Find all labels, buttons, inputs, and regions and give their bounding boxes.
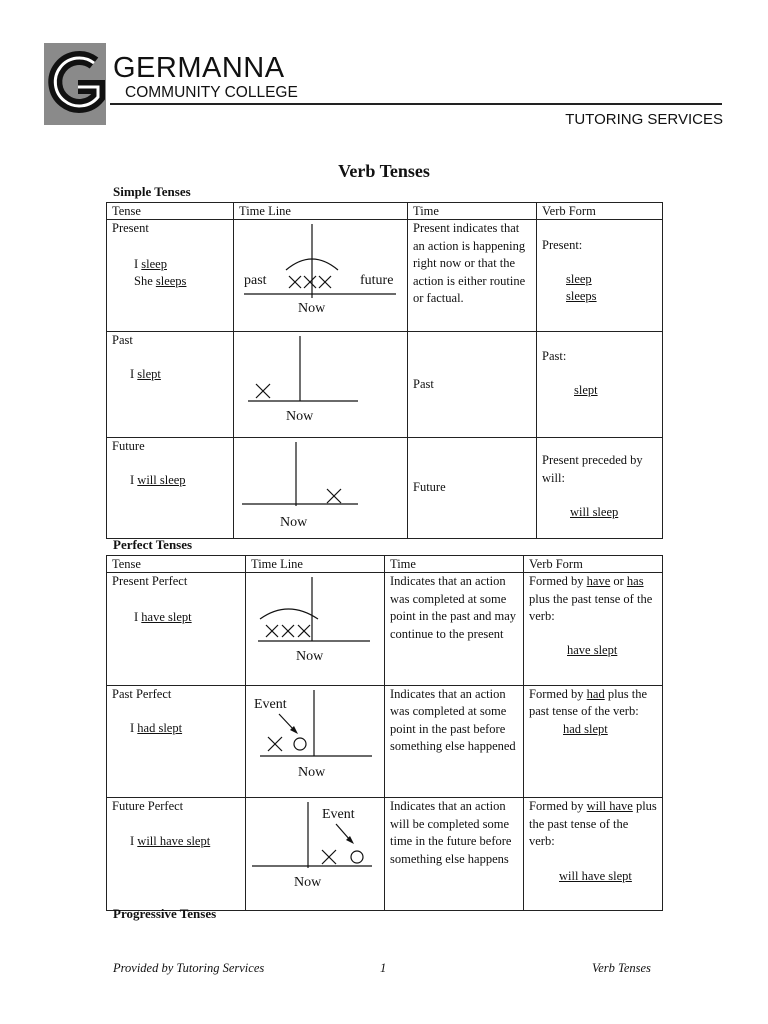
- example-sentence: I had slept: [130, 721, 183, 735]
- timeline-label: Now: [280, 515, 308, 530]
- table-row: [107, 685, 663, 798]
- example-sentence: I have slept: [134, 609, 192, 624]
- department-name: TUTORING SERVICES: [565, 111, 723, 128]
- verb-form-value: slept: [574, 383, 598, 397]
- tense-cell: [107, 685, 246, 798]
- timeline-label: Now: [294, 875, 322, 890]
- column-header: Time: [385, 556, 524, 573]
- verb-form-label: Formed by have or has plus the past tense of the verb:: [529, 574, 653, 623]
- footer-left: Provided by Tutoring Services: [113, 961, 265, 975]
- verb-form-value: had slept: [563, 721, 608, 736]
- timeline-diagram: [246, 573, 385, 679]
- table-row: [107, 798, 663, 911]
- college-subtitle: COMMUNITY COLLEGE: [125, 84, 298, 101]
- timeline-cell: [234, 331, 408, 438]
- simple-tenses-heading: Simple Tenses: [113, 184, 191, 199]
- verb-form-label: Formed by had plus the past tense of the verb:: [529, 686, 648, 718]
- tense-cell: [107, 220, 234, 332]
- column-header: Time Line: [234, 203, 408, 220]
- timeline-cell: [246, 685, 385, 798]
- time-cell: Past: [408, 331, 537, 438]
- verb-form-label: Formed by will have plus the past tense of the verb:: [529, 799, 657, 848]
- table-row: [107, 573, 663, 686]
- college-logo-mark: [44, 43, 106, 125]
- progressive-tenses-heading: Progressive Tenses: [113, 906, 217, 921]
- tense-name: Future: [112, 439, 145, 453]
- column-header: Time Line: [246, 556, 385, 573]
- verb-form-cell: [524, 573, 663, 686]
- example-sentence: I sleep: [134, 256, 167, 271]
- tense-cell: [107, 331, 234, 438]
- tense-name: Future Perfect: [112, 799, 184, 813]
- timeline-label: Now: [298, 764, 326, 780]
- timeline-label: Now: [298, 301, 326, 316]
- verb-form-value: sleep: [566, 271, 592, 286]
- tense-name: Past Perfect: [112, 686, 172, 701]
- timeline-cell: [246, 798, 385, 911]
- table-row: [107, 331, 663, 438]
- time-cell: Future: [408, 438, 537, 539]
- verb-form-label: Past:: [542, 348, 567, 363]
- verb-form-cell: [524, 685, 663, 798]
- example-sentence: I will have slept: [130, 833, 211, 848]
- table-header-row: [107, 203, 663, 220]
- page-title: Verb Tenses: [338, 161, 430, 181]
- timeline-label: future: [360, 273, 394, 288]
- timeline-cell: [246, 573, 385, 686]
- tense-cell: [107, 438, 234, 539]
- verb-form-cell: [537, 220, 663, 332]
- tense-name: Past: [112, 332, 133, 347]
- tense-name: Present Perfect: [112, 574, 188, 588]
- column-header: Tense: [107, 203, 234, 220]
- tense-cell: [107, 573, 246, 686]
- logo-g-icon: [44, 43, 106, 125]
- table-row: [107, 438, 663, 539]
- perfect-tenses-table: [106, 555, 663, 911]
- timeline-cell: [234, 438, 408, 539]
- time-cell: Present indicates that an action is happening right now or that the action is either routine or factual.: [408, 220, 537, 332]
- page-number: 1: [380, 961, 387, 975]
- column-header: Verb Form: [537, 203, 663, 220]
- timeline-diagram: [234, 220, 408, 325]
- timeline-diagram: [234, 332, 408, 432]
- tense-cell: [107, 798, 246, 911]
- timeline-diagram: [246, 686, 385, 792]
- verb-form-value: have slept: [567, 642, 618, 657]
- header-divider: [110, 103, 722, 105]
- table-row: [107, 220, 663, 332]
- verb-form-cell: [537, 438, 663, 539]
- timeline-label: past: [244, 273, 267, 288]
- simple-tenses-table: [106, 202, 663, 539]
- perfect-tenses-heading: Perfect Tenses: [113, 537, 193, 552]
- timeline-diagram: [246, 798, 385, 904]
- timeline-label: Now: [286, 408, 314, 424]
- verb-form-label: Present preceded by will:: [542, 453, 643, 485]
- verb-form-value: sleeps: [566, 289, 597, 303]
- column-header: Time: [408, 203, 537, 220]
- time-cell: Indicates that an action will be completed some time in the future before something else happens: [385, 798, 524, 911]
- timeline-cell: [234, 220, 408, 332]
- timeline-label: Now: [296, 649, 324, 664]
- verb-form-cell: [537, 331, 663, 438]
- timeline-diagram: [234, 438, 408, 532]
- table-header-row: [107, 556, 663, 573]
- verb-form-value: will sleep: [570, 505, 619, 519]
- verb-form-label: Present:: [542, 238, 583, 252]
- timeline-label: Event: [322, 807, 355, 822]
- time-cell: Indicates that an action was completed at some point in the past before something else happened: [385, 685, 524, 798]
- example-sentence: She sleeps: [134, 274, 187, 288]
- verb-form-value: will have slept: [559, 868, 632, 883]
- timeline-label: Event: [254, 696, 287, 712]
- example-sentence: I slept: [130, 367, 161, 381]
- footer-right: Verb Tenses: [592, 961, 651, 975]
- time-cell: Indicates that an action was completed at some point in the past and may continue to the present: [385, 573, 524, 686]
- tense-name: Present: [112, 221, 149, 235]
- example-sentence: I will sleep: [130, 472, 186, 487]
- column-header: Verb Form: [524, 556, 663, 573]
- column-header: Tense: [107, 556, 246, 573]
- verb-form-cell: [524, 798, 663, 911]
- college-name: GERMANNA: [113, 52, 285, 84]
